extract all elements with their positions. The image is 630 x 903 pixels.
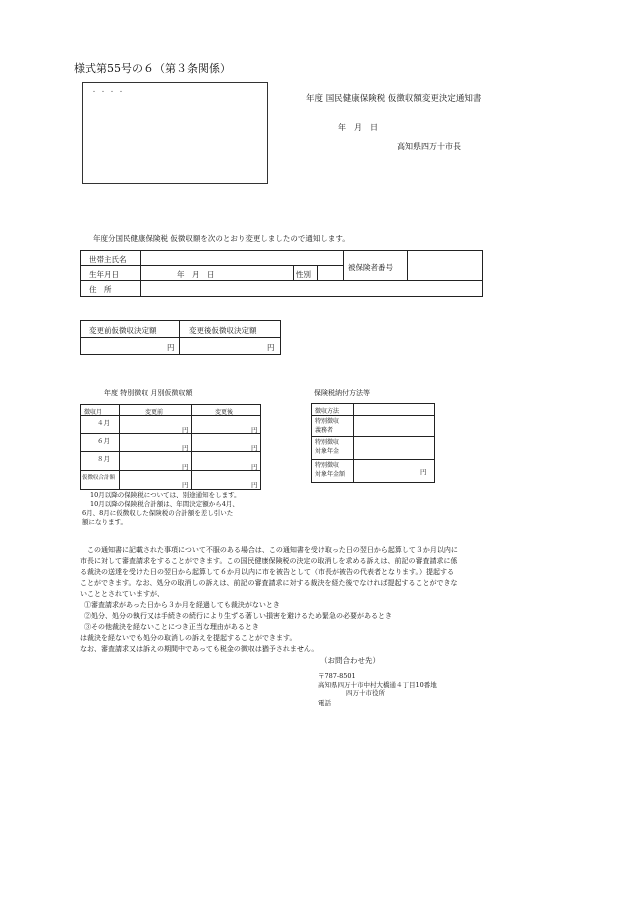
month-april: ４月 (97, 419, 110, 427)
address-dots: ・・・・ (91, 89, 128, 96)
total-after-unit: 円 (251, 481, 258, 489)
total-before-unit: 円 (182, 481, 189, 489)
june-before-unit: 円 (182, 444, 189, 452)
contact-phone-label: 電話 (318, 699, 331, 707)
form-number: 様式第55号の６（第３条関係） (74, 62, 231, 75)
before-amount-unit: 円 (167, 343, 175, 352)
after-amount-unit: 円 (267, 343, 275, 352)
col-after-header: 変更後 (215, 409, 234, 416)
after-amount-label: 変更後仮徴収決定額 (189, 326, 257, 335)
issuer: 高知県四万十市長 (397, 142, 461, 151)
provisional-total-label: 仮徴収合計額 (82, 475, 116, 481)
payment-table (311, 403, 435, 483)
april-before-unit: 円 (182, 426, 189, 434)
address-label: 住 所 (89, 285, 112, 294)
col-month-header: 徴収月 (84, 409, 103, 416)
notice-line: ③その他裁決を経ないことにつき正当な理由があるとき (84, 623, 259, 631)
pension-amount-unit: 円 (420, 468, 427, 476)
intro-text: 年度分国民健康保険税 仮徴収額を次のとおり変更しましたので通知します。 (93, 234, 350, 243)
target-pension-amount-label: 特別徴収 対象年金額 (315, 462, 346, 478)
before-amount-label: 変更前仮徴収決定額 (89, 326, 157, 335)
august-after-unit: 円 (251, 463, 258, 471)
notice-line: なお、審査請求又は訴えの期間中であっても税金の徴収は猶予されません。 (80, 645, 319, 653)
june-after-unit: 円 (251, 444, 258, 452)
contact-address: 高知県四万十市中村大橋通４丁目10番地 (318, 681, 437, 689)
august-before-unit: 円 (182, 463, 189, 471)
note-line: 額になります。 (82, 518, 127, 526)
head-of-household-label: 世帯主氏名 (89, 255, 127, 264)
monthly-title: 年度 特別徴収 月別仮徴収額 (104, 389, 193, 397)
april-after-unit: 円 (251, 426, 258, 434)
notice-line: ②処分、処分の執行又は手続きの続行により生ずる著しい損害を避けるため緊急の必要があるとき (84, 612, 392, 620)
month-august: ８月 (97, 455, 110, 463)
monthly-notes (82, 491, 241, 527)
legal-notice (80, 545, 458, 655)
contact-postal: 〒787-8501 (318, 672, 356, 680)
notice-line: は裁決を経ないでも処分の取消しの訴えを提起することができます。 (80, 634, 297, 642)
notice-line: この通知書に記載された事項について不服のある場合は、この通知書を受け取った日の翌日から起算して３か月以内に (87, 546, 458, 554)
taxpayer-table (80, 250, 483, 297)
col-before-header: 変更前 (145, 409, 164, 416)
contact-title: （お問合わせ先） (320, 656, 380, 665)
amount-change-table (80, 320, 281, 355)
insured-number-label: 被保険者番号 (348, 263, 393, 272)
note-line: 6月、8月に仮徴収した保険税の合計額を差し引いた (82, 509, 234, 517)
note-line: 10月以降の保険税合計額は、年間決定額から4月、 (90, 500, 239, 508)
target-pension-label: 特別徴収 対象年金 (315, 439, 340, 455)
gender-label: 性別 (296, 270, 311, 279)
birth-date-value: 年 月 日 (177, 270, 215, 279)
notice-line: ①審査請求があった日から３か月を経過しても裁決がないとき (84, 601, 280, 609)
notice-line: いこととされていますが、 (80, 590, 164, 598)
monthly-table (80, 404, 261, 490)
contact-office: 四万十市役所 (346, 689, 385, 697)
withholding-agent-label: 特別徴収 義務者 (315, 418, 340, 434)
issue-date: 年 月 日 (338, 123, 378, 132)
notice-line: る裁決の送達を受けた日の翌日から起算して６か月以内に市を被告として（市長が被告の代表者となります。）提起する (80, 568, 454, 576)
payment-title: 保険税納付方法等 (314, 389, 370, 397)
birth-date-label: 生年月日 (89, 270, 119, 279)
address-window-box (82, 82, 268, 184)
note-line: 10月以降の保険税については、別途通知をします。 (90, 491, 241, 499)
notice-line: 市長に対して審査請求をすることができます。この国民健康保険税の決定の取消しを求める訴えは、前記の審査請求に係 (80, 557, 458, 565)
notice-line: ことができます。なお、処分の取消しの訴えは、前記の審査請求に対する裁決を経た後でなければ提起することができな (80, 579, 458, 587)
document-title: 年度 国民健康保険税 仮徴収額変更決定通知書 (306, 94, 482, 104)
collection-method-label: 徴収方法 (315, 408, 340, 415)
month-june: ６月 (97, 437, 110, 445)
